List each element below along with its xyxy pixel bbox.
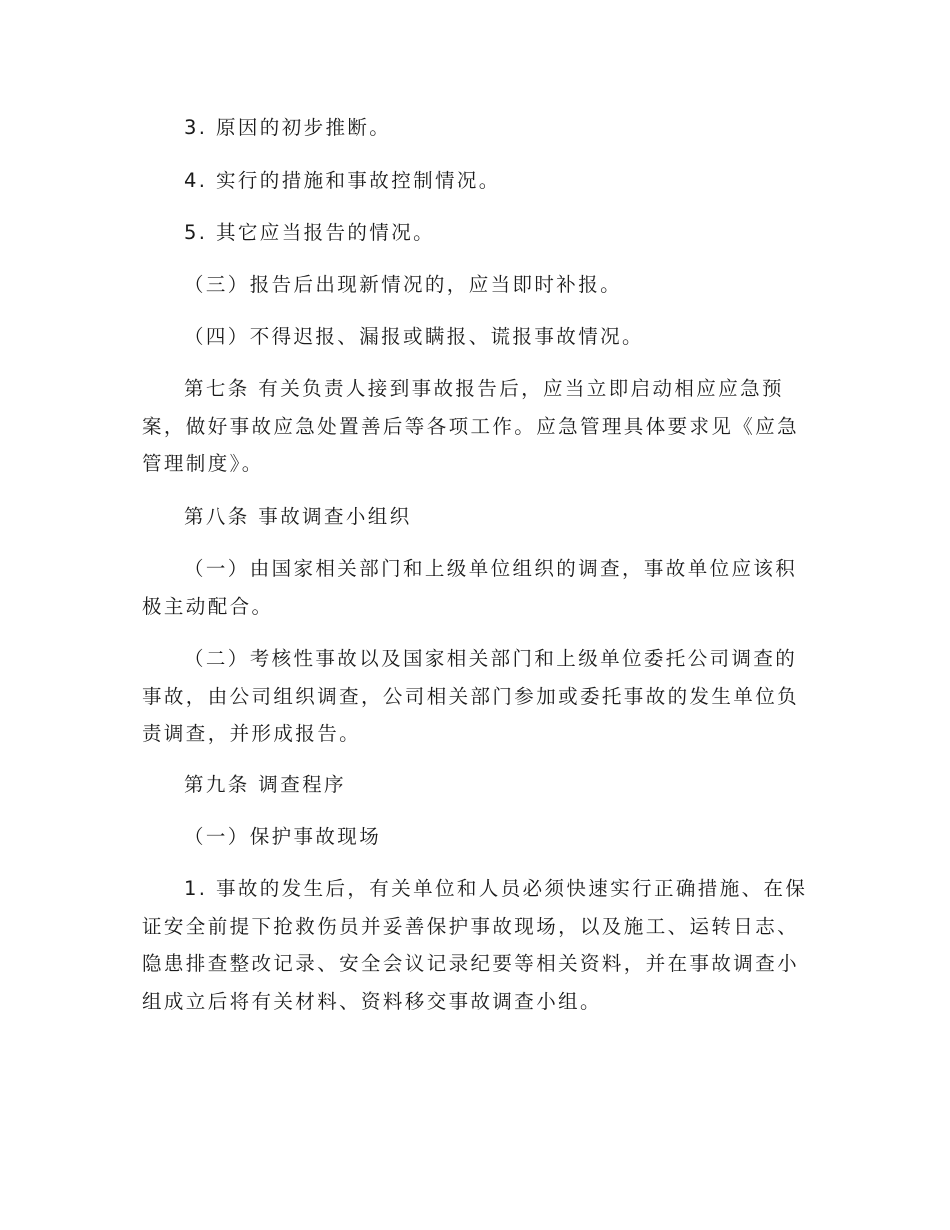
paragraph-clause-4: （四）不得迟报、漏报或瞒报、谎报事故情况。 <box>184 325 644 348</box>
paragraph-article-8-heading: 第八条 事故调查小组织 <box>184 505 412 528</box>
paragraph-article-9-item-1: 1. 事故的发生后，有关单位和人员必须快速实行正确措施、在保证安全前提下抢救伤员并妥善保护事故现场，以及施工、运转日志、隐患排查整改记录、安全会议记录纪要等相关资料，并在事故调查小组成立后将有关材料、资料移交事故调查小组。 <box>142 877 808 1013</box>
paragraph-clause-3: （三）报告后出现新情况的，应当即时补报。 <box>184 273 623 296</box>
paragraph-article-8-clause-2: （二）考核性事故以及国家相关部门和上级单位委托公司调查的事故，由公司组织调查，公司相关部门参加或委托事故的发生单位负责调查，并形成报告。 <box>142 647 800 745</box>
paragraph-article-9-clause-1: （一）保护事故现场 <box>184 825 382 848</box>
paragraph-article-9-heading: 第九条 调查程序 <box>184 773 346 796</box>
paragraph-item-5: 5. 其它应当报告的情况。 <box>184 221 436 244</box>
paragraph-item-3: 3. 原因的初步推断。 <box>184 116 392 139</box>
paragraph-item-4: 4. 实行的措施和事故控制情况。 <box>184 169 501 192</box>
paragraph-article-7: 第七条 有关负责人接到事故报告后，应当立即启动相应应急预案，做好事故应急处置善后等各项工作。应急管理具体要求见《应急管理制度》。 <box>142 377 800 475</box>
paragraph-article-8-clause-1: （一）由国家相关部门和上级单位组织的调查，事故单位应该积极主动配合。 <box>142 557 798 618</box>
